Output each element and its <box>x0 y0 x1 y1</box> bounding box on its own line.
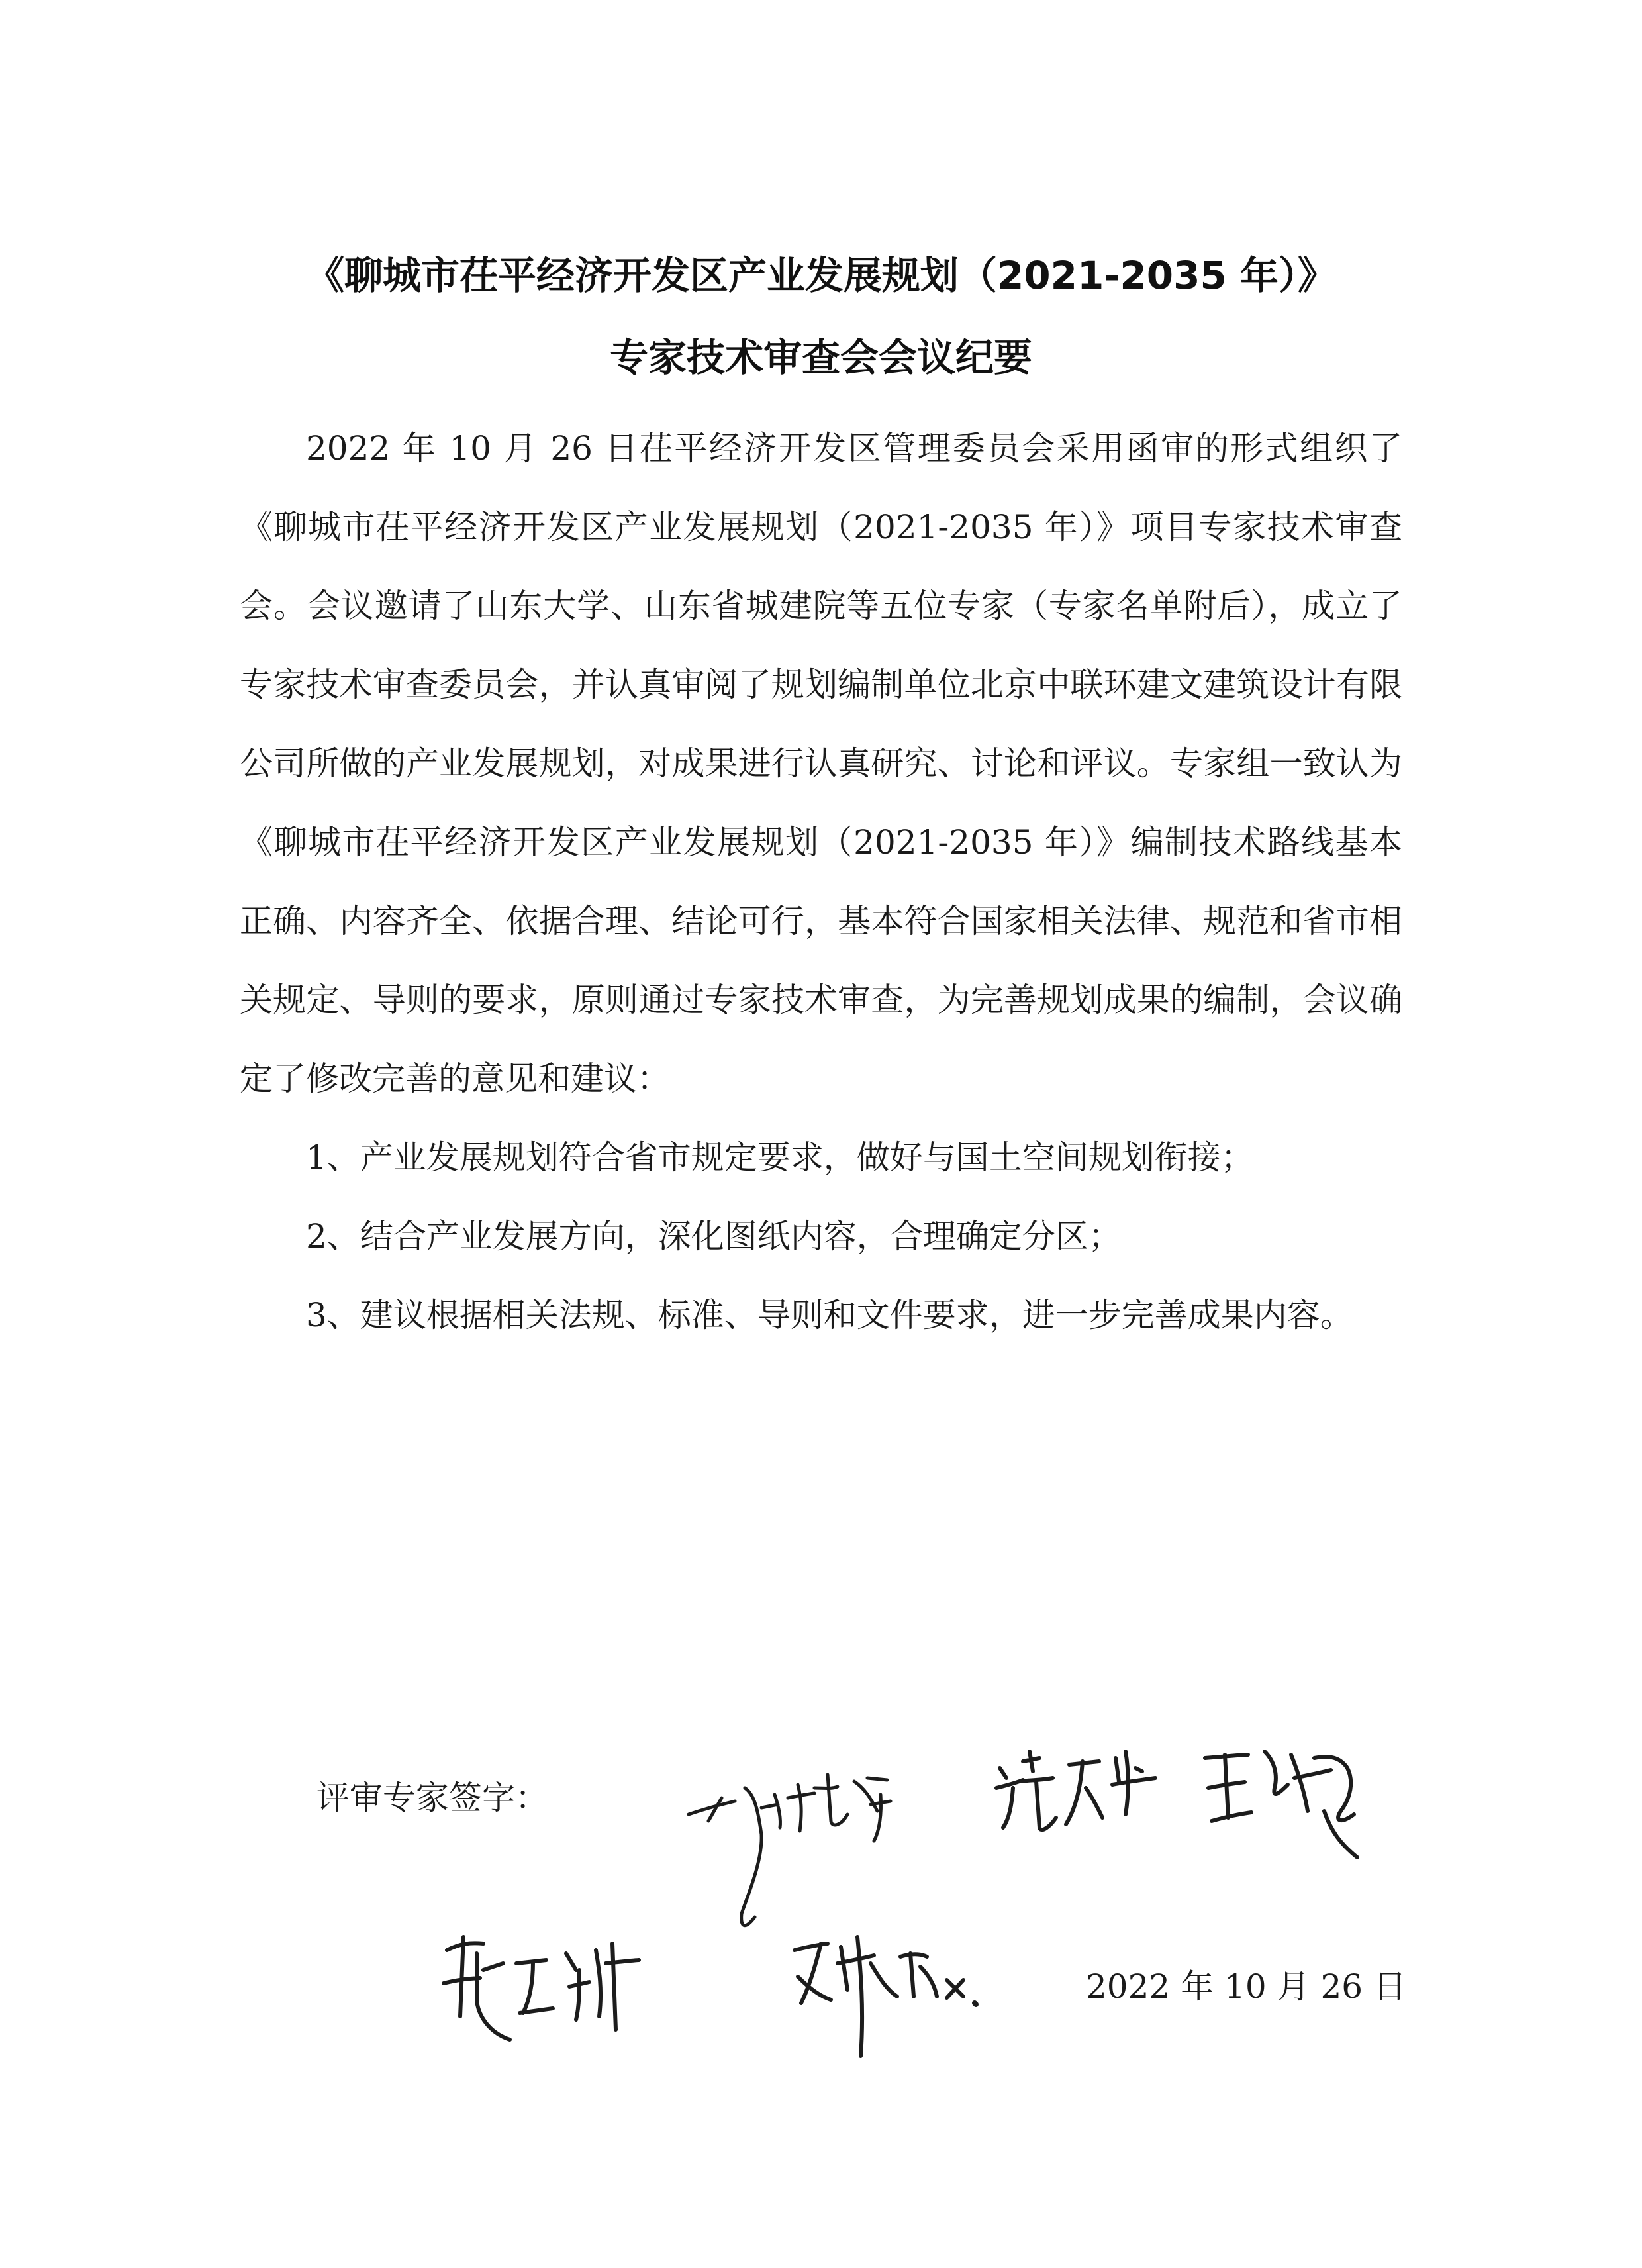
body-paragraph: 3、建议根据相关法规、标准、导则和文件要求，进一步完善成果内容。 <box>306 1296 1353 1334</box>
body-paragraph: 2022 年 10 月 26 日茌平经济开发区管理委员会采用函审的形式组织了《聊城市茌平经济开发区产业发展规划（2021-2035 年）》项目专家技术审查会。会议邀请了山东大学、山东省城建院等五位专家（专家名单附后），成立了专家技术审查委员会，并认真审阅了规划编制单位北京中联环建文建筑设计有限公司所做的产业发展规划，对成果进行认真研究、讨论和评议。专家组一致认为《聊城市茌平经济开发区产业发展规划（2021-2035 年）》编制技术路线基本正确、内容齐全、依据合理、结论可行，基本符合国家相关法律、规范和省市相关规定、导则的要求，原则通过专家技术审查，为完善规划成果的编制，会议确定了修改完善的意见和建议： <box>240 429 1402 1098</box>
handwritten-signature-3 <box>1198 1738 1371 1864</box>
signature-label: 评审专家签字： <box>316 1779 548 1817</box>
body-paragraph: 2、结合产业发展方向，深化图纸内容，合理确定分区； <box>306 1217 1122 1256</box>
handwritten-signature-2 <box>993 1742 1165 1841</box>
body-paragraph: 1、产业发展规划符合省市规定要求，做好与国土空间规划衔接； <box>306 1138 1254 1177</box>
document-date: 2022 年 10 月 26 日 <box>1086 1967 1406 2006</box>
document-title-line2: 专家技术审查会会议纪要 <box>609 335 1032 380</box>
handwritten-signature-5 <box>788 1917 987 2069</box>
document-body <box>240 409 1402 1355</box>
document-title-line1: 《聊城市茌平经济开发区产业发展规划（2021-2035 年）》 <box>305 253 1337 298</box>
handwritten-signature-4 <box>437 1924 655 2056</box>
